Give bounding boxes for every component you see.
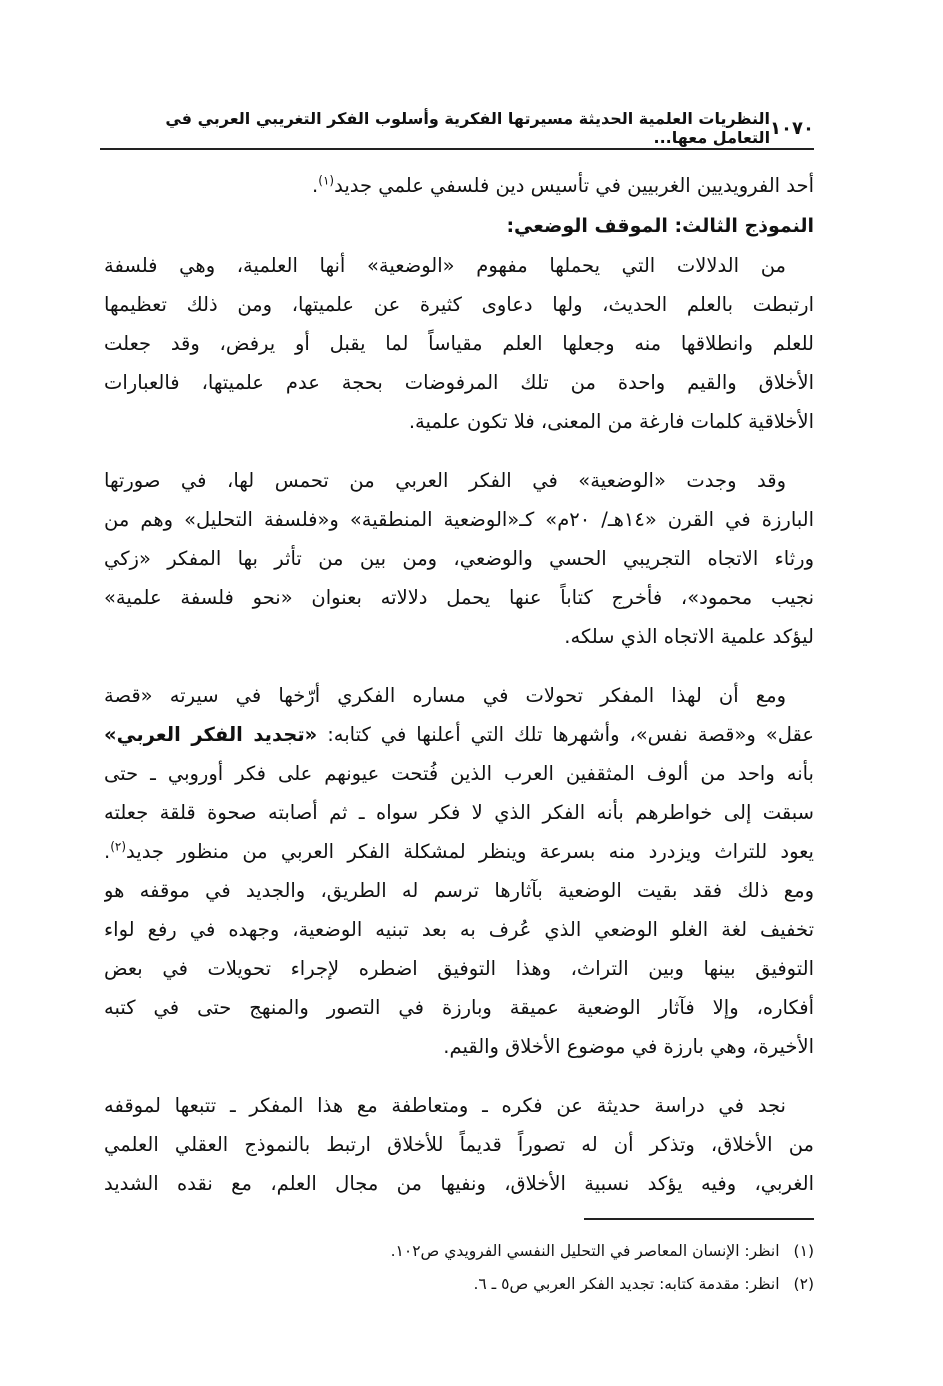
text-segment: . <box>104 840 111 863</box>
text-line: التوفيق بينها وبين التراث، وهذا التوفيق اضطره لإجراء تحويلات في بعض <box>104 957 814 980</box>
opening-end: . <box>312 174 319 197</box>
text-line <box>104 715 814 754</box>
section-heading: النموذج الثالث: الموقف الوضعي: <box>506 215 814 237</box>
text-line: نجد في دراسة حديثة عن فكره ـ ومتعاطفة مع هذا المفكر ـ تتبعها لموقفه <box>104 1094 786 1117</box>
text-line <box>104 832 814 871</box>
text-line: للعلم وانطلاقها منه وجعلها العلم مقياساً لما يقبل أو يرفض، وقد جعلت <box>104 332 814 355</box>
footnote-2 <box>104 1269 814 1302</box>
footnote-number: (١) <box>793 1242 814 1260</box>
text-line: الغربي، وفيه يؤكد نسبية الأخلاق، ونفيها من مجال العلم، مع نقده الشديد <box>104 1172 814 1195</box>
text-line: الأخيرة، وهي بارزة في موضوع الأخلاق والقيم. <box>443 1035 814 1058</box>
footnote-number: (٢) <box>793 1275 814 1293</box>
text-line: تخفيف لغة الغلو الوضعي الذي عُرف به بعد تبنيه الوضعية، وجهده في رفع لواء <box>104 918 814 941</box>
book-title-bold: «تجديد الفكر العربي» <box>104 723 318 746</box>
text-line: سبقت إلى خواطرهم بأنه الفكر الذي لا فكر سواه ـ ثم أصابته صحوة قلقة جعلته <box>104 801 814 824</box>
text-segment: عقل» و«قصة نفس»، وأشهرها تلك التي أعلنها في كتابه: <box>317 723 814 746</box>
header-rule <box>100 148 814 150</box>
page-number: ١٠٧٠ <box>770 117 814 139</box>
footnote-1 <box>104 1236 814 1269</box>
footnote-ref-1[interactable]: (١) <box>318 173 335 188</box>
text-line: ومع ذلك فقد بقيت الوضعية بآثارها ترسم له الطريق، والجديد في موقفه هو <box>104 879 814 902</box>
text-line: ليؤكد علمية الاتجاه الذي سلكه. <box>564 625 814 648</box>
text-line: وقد وجدت «الوضعية» في الفكر العربي من تحمس لها، في صورتها <box>104 469 786 492</box>
text-line: الأخلاقية كلمات فارغة من المعنى، فلا تكون علمية. <box>408 410 814 433</box>
text-line: ورثاء الاتجاه التجريبي الحسي والوضعي، ومن بين من تأثر بها المفكر «زكي <box>104 547 814 570</box>
footnote-text: انظر: الإنسان المعاصر في التحليل النفسي الفرويدي ص١٠٢. <box>390 1242 780 1260</box>
text-line: ومع أن لهذا المفكر تحولات في مساره الفكري أرّخها في سيرته «قصة <box>104 684 786 707</box>
footnote-rule <box>584 1218 814 1220</box>
opening-line <box>104 166 814 205</box>
paragraph-2 <box>104 461 814 656</box>
opening-text: أحد الفرويديين الغربيين في تأسيس دين فلسفي علمي جديد <box>334 174 814 197</box>
text-line: بأنه واحد من ألوف المثقفين العرب الذين فُتحت عيونهم على فكر أوروبي ـ حتى <box>104 762 814 785</box>
running-header <box>104 109 814 147</box>
paragraph-4 <box>104 1086 814 1203</box>
page-body <box>104 166 814 1203</box>
text-line: من الدلالات التي يحملها مفهوم «الوضعية» أنها العلمية، وهي فلسفة <box>104 254 786 277</box>
text-line: نجيب محمود»، فأخرج كتاباً عنها يحمل دلالاته بعنوان «نحو فلسفة علمية» <box>104 586 814 609</box>
footnotes <box>104 1236 814 1302</box>
paragraph-1 <box>104 246 814 441</box>
text-line: الأخلاق والقيم واحدة من تلك المرفوضات بحجة عدم علميتها، فالعبارات <box>104 371 814 394</box>
text-segment: يعود للتراث ويزدرد منه بسرعة وينظر لمشكلة الفكر العربي من منظور جديد <box>126 840 814 863</box>
paragraph-3 <box>104 676 814 1066</box>
footnote-text: انظر: مقدمة كتابه: تجديد الفكر العربي ص٥ ـ ٦. <box>473 1275 780 1293</box>
footnote-ref-2[interactable]: (٢) <box>110 839 127 854</box>
text-line: من الأخلاق، وتذكر أن له تصوراً قديماً للأخلاق ارتبط بالنموذج العقلي العلمي <box>104 1133 814 1156</box>
running-title: النظريات العلمية الحديثة مسيرتها الفكرية وأسلوب الفكر التغريبي العربي في التعامل معها... <box>165 109 771 147</box>
text-line: ارتبطت بالعلم الحديث، ولها دعاوى كثيرة عن علميتها، ومن ذلك تعظيمها <box>104 293 814 316</box>
text-line: أفكاره، وإلا فآثار الوضعية عميقة وبارزة في التصور والمنهج حتى في كتبه <box>104 996 814 1019</box>
text-line: البارزة في القرن «١٤هـ/ ٢٠م» كـ«الوضعية المنطقية» و«فلسفة التحليل» وهم من <box>104 508 814 531</box>
